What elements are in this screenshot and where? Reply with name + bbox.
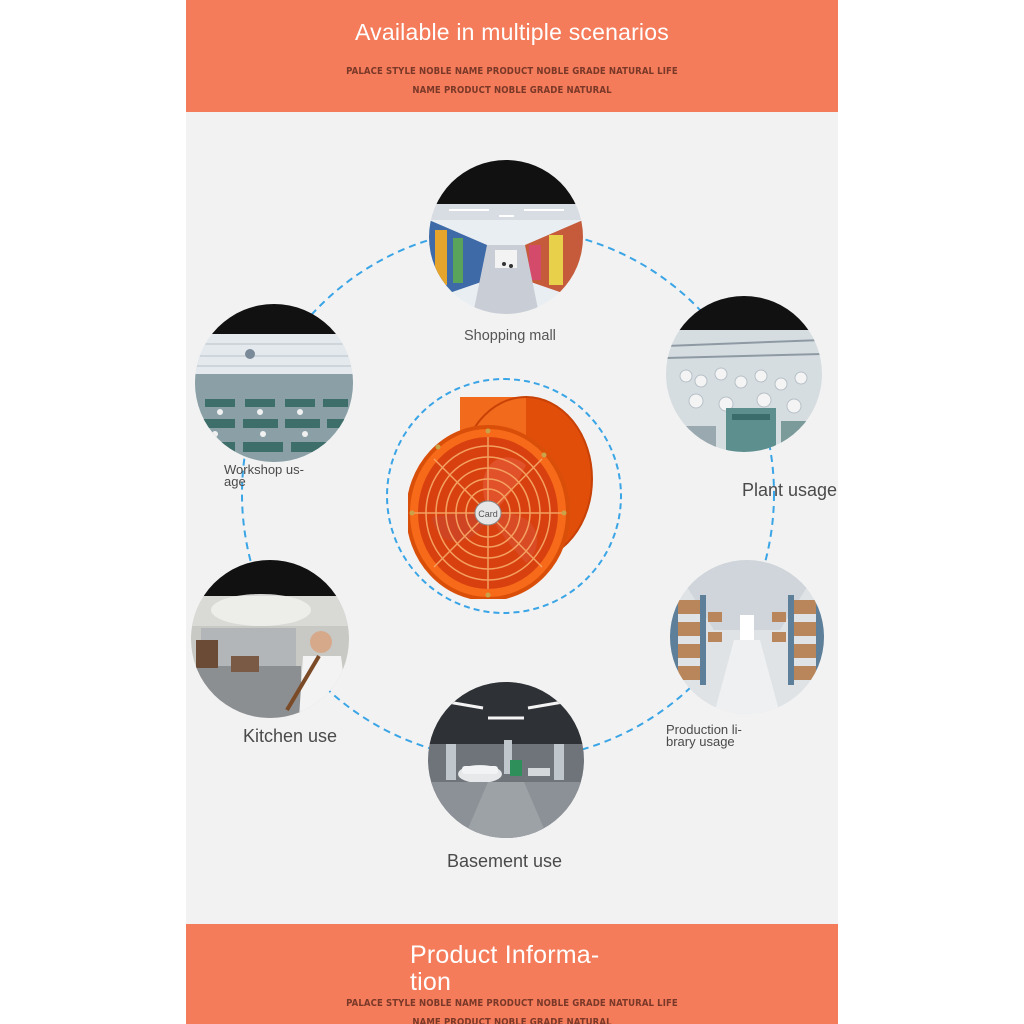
product-info-subtitle-line1: PALACE STYLE NOBLE NAME PRODUCT NOBLE GRADE NATURAL LIFE xyxy=(346,998,678,1009)
product-info-subtitle xyxy=(186,994,838,1024)
header-subtitle-line1: PALACE STYLE NOBLE NAME PRODUCT NOBLE GRADE NATURAL LIFE xyxy=(346,66,678,77)
kitchen-use-label: Kitchen use xyxy=(243,726,338,746)
plant-usage-label: Plant usage xyxy=(742,480,838,500)
workshop-photo xyxy=(195,304,353,462)
fan-hub-badge: Card xyxy=(478,509,498,519)
plant-photo xyxy=(666,296,822,452)
production-library-label-line2: brary usage xyxy=(666,734,735,749)
header-subtitle xyxy=(186,62,838,100)
header-subtitle-line2: NAME PRODUCT NOBLE GRADE NATURAL xyxy=(412,85,612,96)
axial-fan-image xyxy=(408,395,594,604)
shopping-mall-photo xyxy=(429,160,583,314)
basement-photo xyxy=(428,682,584,838)
production-library-photo xyxy=(670,560,824,714)
product-info-banner xyxy=(186,924,838,1024)
scenario-diagram xyxy=(186,112,838,924)
basement-use-label: Basement use xyxy=(447,851,563,871)
header-banner xyxy=(186,0,838,112)
production-library-label-line1: Production li- xyxy=(666,722,742,737)
workshop-label-line2: age xyxy=(224,474,246,489)
header-title: Available in multiple scenarios xyxy=(355,19,669,45)
product-info-subtitle-line2: NAME PRODUCT NOBLE GRADE NATURAL xyxy=(412,1017,612,1024)
product-info-title xyxy=(410,942,630,996)
workshop-label-line1: Workshop us- xyxy=(224,462,304,477)
production-library-label xyxy=(666,724,742,748)
product-detail-column xyxy=(186,0,838,1024)
kitchen-photo xyxy=(191,560,349,718)
product-info-title-line2: tion xyxy=(410,968,452,996)
product-info-title-line1: Product Informa- xyxy=(410,941,600,969)
workshop-label xyxy=(224,464,304,488)
shopping-mall-label: Shopping mall xyxy=(464,328,556,344)
